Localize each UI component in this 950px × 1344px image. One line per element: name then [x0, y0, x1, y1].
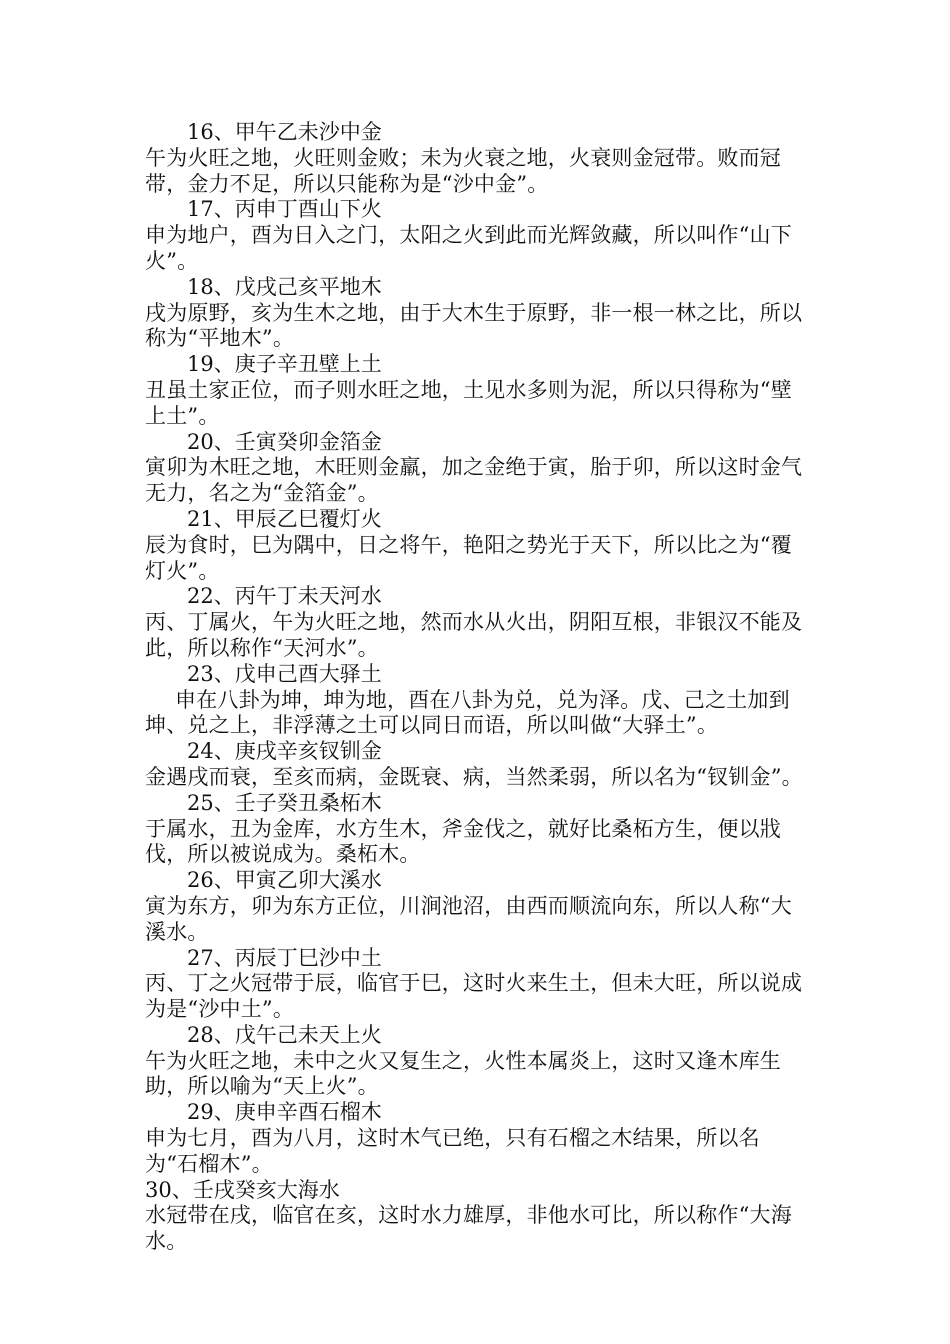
entry-title: 26、甲寅乙卯大溪水 — [187, 868, 382, 893]
entry-title: 18、戊戌己亥平地木 — [187, 274, 382, 299]
entry-body: 申为地户，酉为日入之门，太阳之火到此而光辉敛藏，所以叫作“山下火”。 — [145, 223, 792, 273]
entry-body: 金遇戌而衰，至亥而病，金既衰、病，当然柔弱，所以名为“钗钏金”。 — [145, 764, 803, 789]
entry-body: 午为火旺之地，火旺则金败；未为火衰之地，火衰则金冠带。败而冠带，金力不足，所以只能称为是“沙中金”。 — [145, 145, 781, 196]
entry-body: 丙、丁属火，午为火旺之地，然而水从火出，阴阳互根，非银汉不能及此，所以称作“天河水”。 — [145, 610, 803, 660]
entry-title: 20、壬寅癸卯金箔金 — [187, 429, 382, 454]
entry-body: 午为火旺之地，未中之火又复生之，火性本属炎上，这时又逢木库生助，所以喻为“天上火”。 — [145, 1048, 781, 1099]
entry-29 — [145, 1100, 813, 1177]
entry-title: 25、壬子癸丑桑柘木 — [187, 790, 382, 815]
entry-title: 29、庚申辛酉石榴木 — [187, 1100, 382, 1125]
entry-body: 申为七月，酉为八月，这时木气已绝，只有石榴之木结果，所以名为“石榴木”。 — [145, 1126, 760, 1176]
entry-24 — [145, 739, 813, 791]
entry-body: 丙、丁之火冠带于辰，临官于巳，这时火来生土，但未大旺，所以说成为是“沙中土”。 — [145, 971, 803, 1022]
entry-20 — [145, 430, 813, 507]
entry-body: 寅卯为木旺之地，木旺则金羸，加之金绝于寅，胎于卯，所以这时金气无力，名之为“金箔金”。 — [145, 455, 803, 506]
entry-body: 丑虽土家正位，而子则水旺之地，土见水多则为泥，所以只得称为“壁上土”。 — [145, 377, 792, 428]
entry-body: 水冠带在戌，临官在亥，这时水力雄厚，非他水可比，所以称作“大海水。 — [145, 1203, 792, 1254]
entry-21 — [145, 507, 813, 584]
document-content — [145, 120, 813, 1255]
entry-body: 辰为食时，巳为隅中，日之将午，艳阳之势光于天下，所以比之为“覆灯火”。 — [145, 532, 792, 583]
entry-title: 24、庚戌辛亥钗钏金 — [187, 739, 382, 764]
entry-17 — [145, 197, 813, 274]
entry-18 — [145, 275, 813, 352]
entry-title: 28、戊午己未天上火 — [187, 1022, 382, 1047]
entry-title: 22、丙午丁未天河水 — [187, 584, 382, 609]
entry-body: 寅为东方，卯为东方正位，川涧池沼，由西而顺流向东，所以人称“大溪水。 — [145, 893, 792, 944]
entry-19 — [145, 352, 813, 429]
entry-title: 23、戊申己酉大驿土 — [187, 661, 382, 686]
entry-25 — [145, 791, 813, 868]
entry-body: 申在八卦为坤，坤为地，酉在八卦为兑，兑为泽。戊、己之土加到坤、兑之上，非浮薄之土可以同日而语，所以叫做“大驿土”。 — [145, 687, 790, 738]
entry-title: 21、甲辰乙巳覆灯火 — [187, 506, 382, 531]
entry-title: 16、甲午乙未沙中金 — [187, 120, 382, 144]
entry-28 — [145, 1023, 813, 1100]
entry-title: 19、庚子辛丑壁上土 — [187, 352, 382, 377]
entry-23 — [145, 662, 813, 739]
entry-title: 27、丙辰丁巳沙中土 — [187, 945, 382, 970]
entry-body: 戌为原野，亥为生木之地，由于大木生于原野，非一根一林之比，所以称为“平地木”。 — [145, 300, 803, 351]
entry-body: 于属水，丑为金库，水方生木，斧金伐之，就好比桑柘方生，便以戕伐，所以被说成为。桑柘木。 — [145, 816, 781, 867]
entry-30 — [145, 1178, 813, 1255]
entry-26 — [145, 868, 813, 945]
entry-title: 17、丙申丁酉山下火 — [187, 197, 382, 222]
entry-22 — [145, 584, 813, 661]
entry-title: 30、壬戌癸亥大海水 — [145, 1177, 340, 1202]
entry-27 — [145, 946, 813, 1023]
entry-16 — [145, 120, 813, 197]
